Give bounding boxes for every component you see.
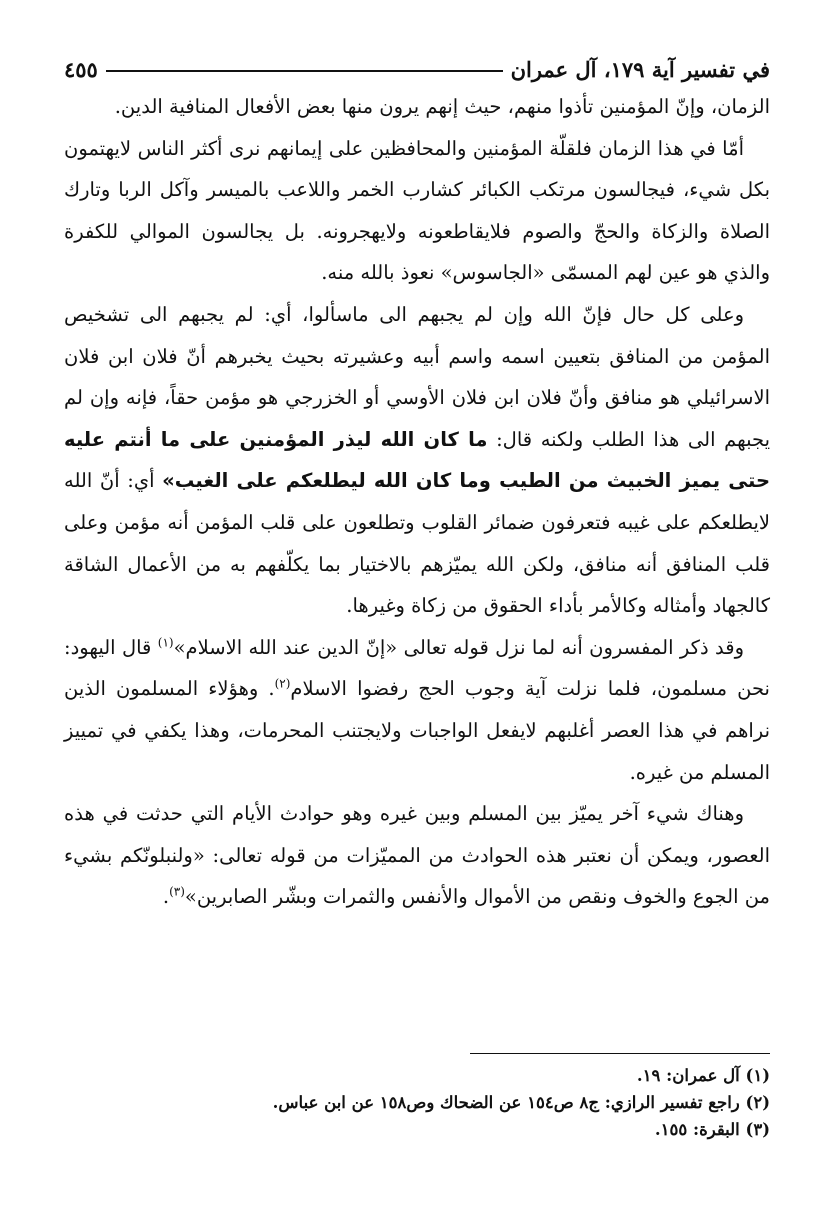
running-header: [64, 38, 770, 82]
header-title: في تفسير آية ١٧٩، آل عمران: [510, 57, 770, 82]
paragraph-4-part-c: . وهؤلاء المسلمون الذين نراهم في هذا العصر أغلبهم لايفعل الواجبات ولايجتنب المحرمات، وهذا يكفي في تمييز المسلم من غيره.: [64, 677, 770, 784]
quran-quote-3-179: ما كان الله ليذر المؤمنين على ما أنتم عليه حتى يميز الخبيث من الطيب وما كان الله ليطلعكم على الغيب»: [64, 427, 770, 493]
paragraph-3-intro: وعلى كل حال فإنّ الله وإن لم يجبهم الى ماسألوا، أي: لم يجبهم الى تشخيص المؤمن من المنافق بتعيين اسمه واسم أبيه وعشيرته بحيث يخبرهم أنّ فلان ابن فلان الاسرائيلي هو منافق وأنّ فلان ابن فلان الأوسي أو الخزرجي هو مؤمن حقاً، فإنه وإن لم يجبهم الى هذا الطلب ولكنه قال:: [64, 302, 770, 451]
footnotes: [64, 1062, 770, 1143]
paragraph-4-part-a: وقد ذكر المفسرون أنه لما نزل قوله تعالى «إنّ الدين عند الله الاسلام»: [173, 635, 744, 659]
footnote-ref-2: (٢): [274, 676, 291, 691]
header-rule: [106, 70, 503, 72]
paragraph-4-part-b: قال اليهود: نحن مسلمون، فلما نزلت آية وجوب الحج رفضوا الاسلام: [64, 635, 770, 701]
footnote-ref-1: (١): [157, 635, 174, 650]
paragraph-4: [64, 627, 770, 793]
footnote-3: (٣) البقرة: ١٥٥.: [654, 1120, 770, 1139]
footnote-2: (٢) راجع تفسير الرازي: ج٨ ص١٥٤ عن الضحاك وص١٥٨ عن ابن عباس.: [272, 1093, 770, 1112]
footnote-separator: [470, 1053, 770, 1054]
paragraph-5-text: وهناك شيء آخر يميّز بين المسلم وبين غيره وهو حوادث الأيام التي حدثت في هذه العصور، ويمكن أن نعتبر هذه الحوادث من المميّزات من قوله تعالى: «ولنبلونّكم بشيء من الجوع والخوف ونقص من الأموال والأنفس والثمرات وبشّر الصابرين»: [64, 802, 770, 909]
main-text: [64, 86, 770, 918]
paragraph-5-end: .: [162, 885, 170, 909]
paragraph-1: الزمان، وإنّ المؤمنين تأذوا منهم، حيث إنهم يرون منها بعض الأفعال المنافية الدين.: [114, 95, 770, 118]
footnote-ref-3: (٣): [169, 884, 185, 899]
page-number: ٤٥٥: [64, 57, 98, 82]
paragraph-2: أمّا في هذا الزمان فلقلّة المؤمنين والمحافظين على إيمانهم نرى أكثر الناس لايهتمون بكل شيء، فيجالسون مرتكب الكبائر كشارب الخمر واللاعب بالميسر وآكل الربا وتارك الصلاة والزكاة والحجّ والصوم فلايقاطعونه ولايهجرونه. بل يجالسون الموالي للكفرة والذي هو عين لهم المسمّى «الجاسوس» نعوذ بالله منه.: [64, 136, 770, 285]
paragraph-3: [64, 294, 770, 627]
paragraph-3-commentary: أي: أنّ الله لايطلعكم على غيبه فتعرفون ضمائر القلوب وتطلعون على قلب المؤمن أنه مؤمن وعلى قلب المنافق أنه منافق، ولكن الله يميّزهم بالاختيار بما يكلّفهم به من الأعمال الشاقة كالجهاد وأمثاله وكالأمر بأداء الحقوق من زكاة وغيرها.: [64, 469, 770, 618]
footnote-1: (١) آل عمران: ١٩.: [636, 1066, 770, 1085]
paragraph-5: [64, 793, 770, 918]
